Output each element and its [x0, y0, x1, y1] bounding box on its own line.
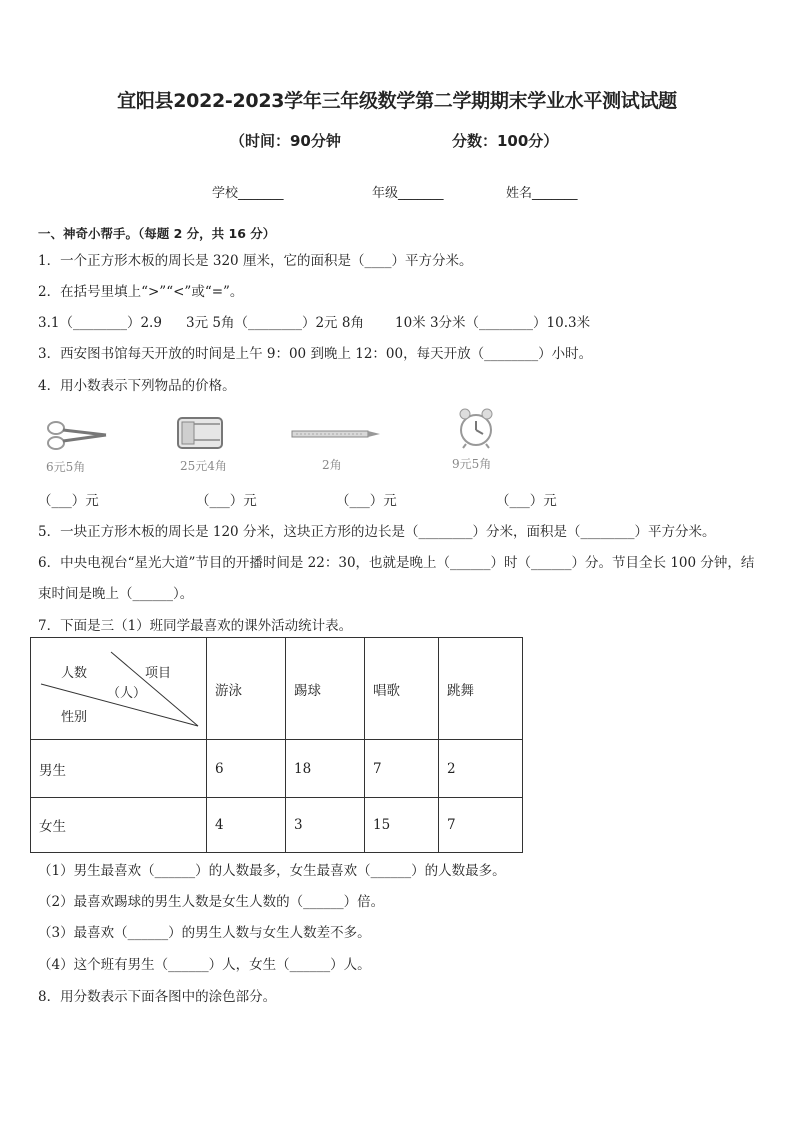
table-cell: 6: [207, 740, 286, 798]
table-cell: 15: [365, 798, 439, 853]
question-2b: 3元 5角（________）2元 8角: [186, 315, 364, 331]
pencil-case-icon: [174, 412, 226, 452]
question-7: 7．下面是三（1）班同学最喜欢的课外活动统计表。: [38, 618, 353, 634]
question-7-3: （3）最喜欢（______）的男生人数与女生人数差不多。: [38, 925, 371, 941]
table-cell: 7: [439, 798, 523, 853]
corner-label-unit: （人）: [107, 686, 147, 701]
question-5: 5．一块正方形木板的周长是 120 分米，这块正方形的边长是（________）分米，面积是（________）平方分米。: [38, 524, 716, 540]
table-header: 游泳: [207, 638, 286, 740]
table-header: 唱歌: [365, 638, 439, 740]
name-field[interactable]: 姓名_______: [506, 186, 578, 201]
table-cell: 7: [365, 740, 439, 798]
row-label: 男生: [31, 740, 207, 798]
answer-blank[interactable]: （___）元: [336, 493, 397, 509]
question-4: 4．用小数表示下列物品的价格。: [38, 378, 236, 394]
school-field[interactable]: 学校_______: [212, 186, 284, 201]
corner-label-count: 人数: [61, 666, 88, 681]
question-3: 3．西安图书馆每天开放的时间是上午 9：00 到晚上 12：00，每天开放（________）小时。: [38, 346, 593, 362]
section-heading: 一、神奇小帮手。（每题 2 分，共 16 分）: [38, 226, 276, 241]
question-2c: 10米 3分米（________）10.3米: [395, 315, 591, 331]
table-cell: 4: [207, 798, 286, 853]
table-header: 踢球: [286, 638, 365, 740]
question-6: 6．中央电视台“星光大道”节目的开播时间是 22：30，也就是晚上（______）时（______）分。节目全长 100 分钟，结: [38, 555, 755, 571]
question-8: 8．用分数表示下面各图中的涂色部分。: [38, 989, 277, 1005]
table-cell: 3: [286, 798, 365, 853]
table-corner-cell: [31, 638, 207, 740]
question-2a: 3.1（________）2.9: [38, 315, 162, 331]
corner-label-item: 项目: [145, 666, 172, 681]
table-row: [31, 798, 523, 853]
question-6-cont: 束时间是晚上（______）。: [38, 586, 194, 602]
table-cell: 2: [439, 740, 523, 798]
item-price: 25元4角: [180, 459, 227, 473]
table-header: 跳舞: [439, 638, 523, 740]
question-7-2: （2）最喜欢踢球的男生人数是女生人数的（______）倍。: [38, 894, 385, 910]
question-7-4: （4）这个班有男生（______）人，女生（______）人。: [38, 957, 371, 973]
item-price: 2角: [322, 458, 342, 472]
grade-field[interactable]: 年级_______: [372, 186, 444, 201]
row-label: 女生: [31, 798, 207, 853]
answer-blank[interactable]: （___）元: [196, 493, 257, 509]
pencil-icon: [290, 428, 382, 440]
alarm-clock-icon: [456, 406, 496, 450]
answer-blank[interactable]: （___）元: [38, 493, 99, 509]
page-title: 宜阳县2022-2023学年三年级数学第二学期期末学业水平测试试题: [117, 90, 677, 112]
activity-table: [30, 637, 523, 853]
scissors-icon: [44, 418, 110, 452]
answer-blank[interactable]: （___）元: [496, 493, 557, 509]
corner-label-gender: 性别: [61, 710, 88, 725]
table-row: [31, 740, 523, 798]
item-price: 6元5角: [46, 460, 86, 474]
item-price: 9元5角: [452, 457, 492, 471]
question-7-1: （1）男生最喜欢（______）的人数最多，女生最喜欢（______）的人数最多。: [38, 863, 506, 879]
question-1: 1．一个正方形木板的周长是 320 厘米，它的面积是（____）平方分米。: [38, 253, 473, 269]
question-2: 2．在括号里填上“>”“<”或“=”。: [38, 284, 244, 300]
exam-score: 分数：100分）: [452, 132, 559, 150]
table-cell: 18: [286, 740, 365, 798]
exam-time: （时间：90分钟: [230, 132, 341, 150]
